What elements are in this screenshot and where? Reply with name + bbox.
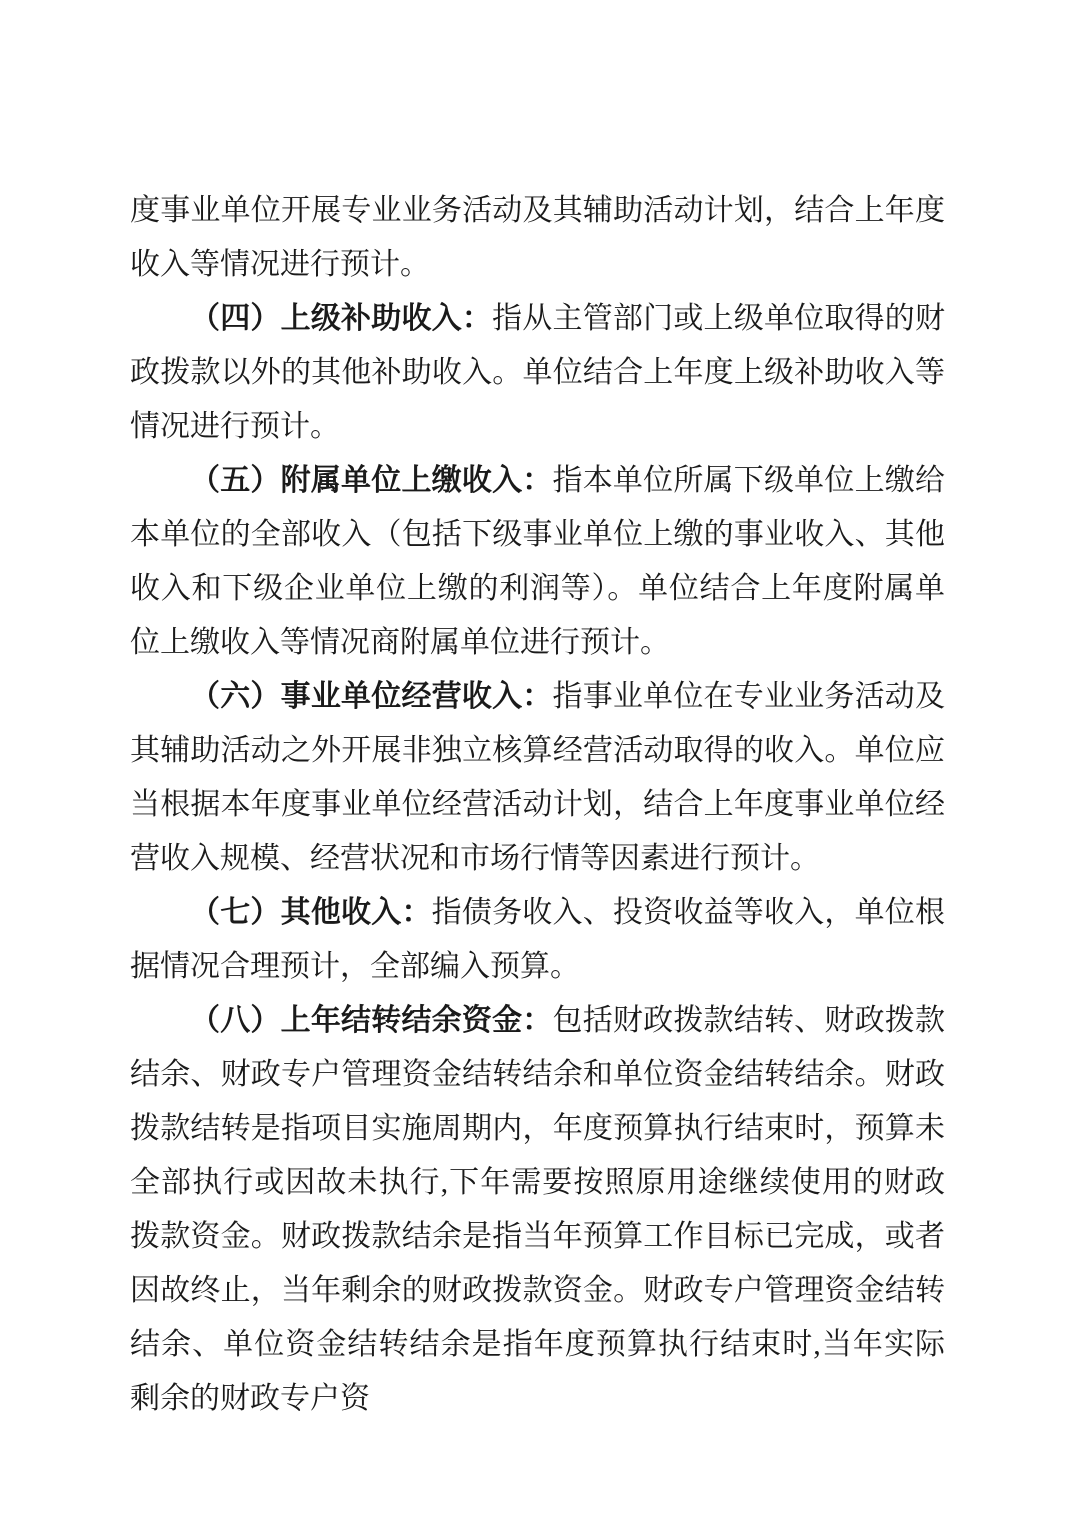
paragraph-item-6	[130, 670, 945, 886]
body-text: 指事业单位在专业业务活动及其辅助活动之外开展非独立核算经营活动取得的收入。单位应当根据本年度事业单位经营活动计划，结合上年度事业单位经营收入规模、经营状况和市场行情等因素进行预计。	[130, 680, 945, 875]
paragraph-item-7	[130, 886, 945, 994]
item-5-heading: （五）附属单位上缴收入：	[190, 464, 553, 497]
body-text: 包括财政拨款结转、财政拨款结余、财政专户管理资金结转结余和单位资金结转结余。财政拨款结转是指项目实施周期内，年度预算执行结束时，预算未全部执行或因故未执行,下年需要按照原用途继续使用的财政拨款资金。财政拨款结余是指当年预算工作目标已完成，或者因故终止，当年剩余的财政拨款资金。财政专户管理资金结转结余、单位资金结转结余是指年度预算执行结束时,当年实际剩余的财政专户资	[130, 1004, 945, 1415]
paragraph-item-8	[130, 994, 945, 1426]
item-8-heading: （八）上年结转结余资金：	[190, 1004, 553, 1037]
body-text: 指债务收入、投资收益等收入，单位根据情况合理预计，全部编入预算。	[130, 896, 946, 983]
item-6-heading: （六）事业单位经营收入：	[190, 680, 553, 713]
paragraph-item-5	[130, 454, 945, 670]
paragraph-continuation	[130, 184, 945, 292]
item-7-heading: （七）其他收入：	[190, 896, 432, 929]
paragraph-item-4	[130, 292, 945, 454]
body-text: 度事业单位开展专业业务活动及其辅助活动计划，结合上年度收入等情况进行预计。	[130, 194, 945, 281]
page-body	[130, 184, 945, 1426]
body-text: 指从主管部门或上级单位取得的财政拨款以外的其他补助收入。单位结合上年度上级补助收入等情况进行预计。	[130, 302, 946, 443]
item-4-heading: （四）上级补助收入：	[190, 302, 493, 335]
body-text: 指本单位所属下级单位上缴给本单位的全部收入（包括下级事业单位上缴的事业收入、其他收入和下级企业单位上缴的利润等）。单位结合上年度附属单位上缴收入等情况商附属单位进行预计。	[130, 464, 945, 659]
